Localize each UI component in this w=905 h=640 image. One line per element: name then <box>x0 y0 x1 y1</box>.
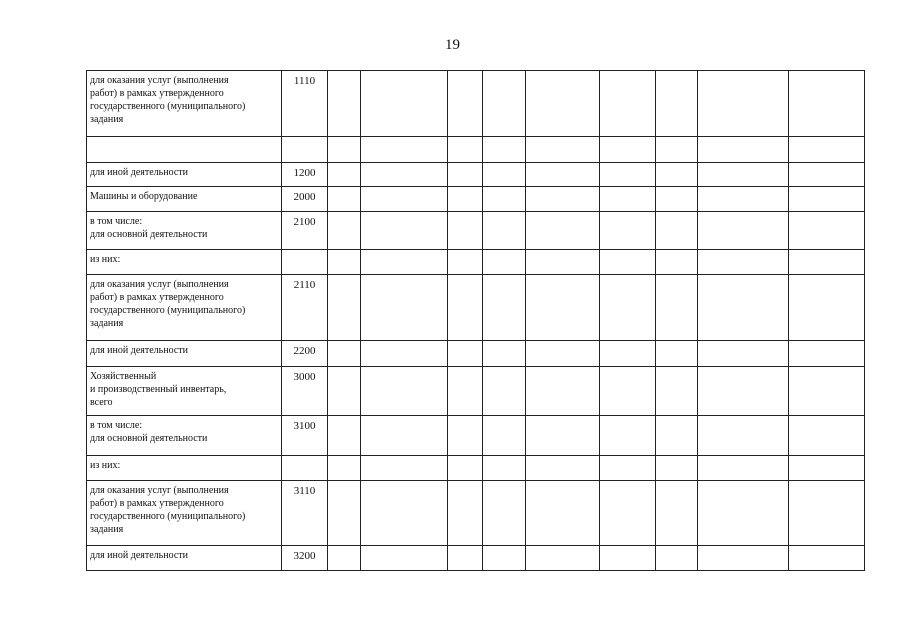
row-description: для оказания услуг (выполнения работ) в рамках утвержденного государственного (муниципального) задания <box>87 71 282 137</box>
table-cell <box>526 137 600 163</box>
table-cell <box>526 481 600 546</box>
table-cell <box>483 137 526 163</box>
table-cell <box>448 250 483 275</box>
row-description: Машины и оборудование <box>87 187 282 212</box>
table-cell <box>656 212 698 250</box>
table-cell <box>656 367 698 416</box>
row-code: 3100 <box>282 416 328 456</box>
table-cell <box>448 212 483 250</box>
table-cell <box>448 481 483 546</box>
table-cell <box>361 481 448 546</box>
table-cell <box>448 341 483 367</box>
table-cell <box>698 341 789 367</box>
row-description: для оказания услуг (выполнения работ) в рамках утвержденного государственного (муниципального) задания <box>87 275 282 341</box>
table-cell <box>526 187 600 212</box>
table-cell <box>698 137 789 163</box>
table-cell <box>361 163 448 187</box>
table-cell <box>448 137 483 163</box>
table-cell <box>600 275 656 341</box>
row-code: 2200 <box>282 341 328 367</box>
row-code: 2000 <box>282 187 328 212</box>
table-cell <box>789 456 865 481</box>
table-cell <box>600 137 656 163</box>
table-row <box>87 187 865 212</box>
table-cell <box>361 137 448 163</box>
table-cell <box>526 275 600 341</box>
row-description: для иной деятельности <box>87 546 282 571</box>
table-cell <box>448 187 483 212</box>
table-cell <box>789 250 865 275</box>
table-cell <box>698 250 789 275</box>
row-code <box>282 250 328 275</box>
table-cell <box>789 481 865 546</box>
row-description: для оказания услуг (выполнения работ) в рамках утвержденного государственного (муниципального) задания <box>87 481 282 546</box>
table-row <box>87 481 865 546</box>
table-cell <box>600 367 656 416</box>
table-cell <box>361 71 448 137</box>
table-cell <box>698 212 789 250</box>
table-cell <box>526 367 600 416</box>
row-description: для иной деятельности <box>87 341 282 367</box>
table-cell <box>600 250 656 275</box>
table-cell <box>656 187 698 212</box>
table-cell <box>483 212 526 250</box>
table-cell <box>526 212 600 250</box>
table-cell <box>698 416 789 456</box>
table-cell <box>656 275 698 341</box>
table-cell <box>600 481 656 546</box>
table-cell <box>698 481 789 546</box>
table-row <box>87 250 865 275</box>
table-cell <box>483 163 526 187</box>
table-cell <box>361 456 448 481</box>
table-row <box>87 367 865 416</box>
table-cell <box>328 212 361 250</box>
table-cell <box>328 367 361 416</box>
table-cell <box>526 250 600 275</box>
table-cell <box>448 546 483 571</box>
table-cell <box>448 416 483 456</box>
table-cell <box>526 341 600 367</box>
row-code: 2110 <box>282 275 328 341</box>
row-code <box>282 456 328 481</box>
table-cell <box>448 367 483 416</box>
table-cell <box>328 546 361 571</box>
table-row <box>87 416 865 456</box>
table-cell <box>448 275 483 341</box>
table-cell <box>361 250 448 275</box>
table-cell <box>483 367 526 416</box>
table-cell <box>600 456 656 481</box>
table-cell <box>526 416 600 456</box>
table-cell <box>698 163 789 187</box>
table-cell <box>361 416 448 456</box>
row-code: 3000 <box>282 367 328 416</box>
table-cell <box>698 456 789 481</box>
row-code: 3200 <box>282 546 328 571</box>
table-cell <box>698 367 789 416</box>
table-cell <box>789 546 865 571</box>
table-cell <box>328 416 361 456</box>
report-table <box>86 70 865 571</box>
table-cell <box>656 163 698 187</box>
table-cell <box>448 163 483 187</box>
table-cell <box>789 341 865 367</box>
row-description: в том числе: для основной деятельности <box>87 212 282 250</box>
page-number: 19 <box>445 37 460 53</box>
table-cell <box>656 250 698 275</box>
table-cell <box>526 71 600 137</box>
table-cell <box>328 275 361 341</box>
table-cell <box>698 546 789 571</box>
table-cell <box>789 137 865 163</box>
table-row <box>87 275 865 341</box>
table-cell <box>483 341 526 367</box>
row-code <box>282 137 328 163</box>
table-cell <box>328 163 361 187</box>
table-cell <box>656 546 698 571</box>
table-cell <box>789 187 865 212</box>
table-cell <box>656 416 698 456</box>
row-code: 2100 <box>282 212 328 250</box>
table-row <box>87 341 865 367</box>
table-cell <box>600 163 656 187</box>
table-cell <box>526 456 600 481</box>
table-cell <box>789 212 865 250</box>
table-cell <box>789 367 865 416</box>
table-cell <box>789 163 865 187</box>
table-cell <box>483 456 526 481</box>
table-row <box>87 163 865 187</box>
table-cell <box>600 212 656 250</box>
table-cell <box>328 250 361 275</box>
table-cell <box>448 456 483 481</box>
table-cell <box>483 250 526 275</box>
table-cell <box>361 546 448 571</box>
table-cell <box>526 163 600 187</box>
table-row <box>87 71 865 137</box>
table-cell <box>483 275 526 341</box>
row-code: 1200 <box>282 163 328 187</box>
table-cell <box>698 187 789 212</box>
row-code: 1110 <box>282 71 328 137</box>
table-cell <box>656 456 698 481</box>
table-cell <box>600 416 656 456</box>
table-cell <box>361 212 448 250</box>
table-row <box>87 212 865 250</box>
table-cell <box>600 187 656 212</box>
table-cell <box>361 275 448 341</box>
row-description: Хозяйственный и производственный инвентарь, всего <box>87 367 282 416</box>
table-cell <box>328 481 361 546</box>
table-cell <box>789 275 865 341</box>
table-cell <box>448 71 483 137</box>
table-cell <box>328 456 361 481</box>
table-cell <box>483 546 526 571</box>
table-cell <box>483 481 526 546</box>
table-cell <box>483 71 526 137</box>
table-cell <box>656 71 698 137</box>
table-cell <box>328 71 361 137</box>
row-description: из них: <box>87 250 282 275</box>
table-cell <box>328 341 361 367</box>
table-cell <box>789 71 865 137</box>
table-cell <box>600 71 656 137</box>
table-cell <box>656 481 698 546</box>
row-description: в том числе: для основной деятельности <box>87 416 282 456</box>
table-cell <box>698 71 789 137</box>
table-cell <box>361 367 448 416</box>
row-description: из них: <box>87 456 282 481</box>
table-cell <box>656 341 698 367</box>
table-cell <box>328 187 361 212</box>
table-cell <box>483 187 526 212</box>
row-code: 3110 <box>282 481 328 546</box>
table-cell <box>789 416 865 456</box>
table-row <box>87 137 865 163</box>
table-cell <box>656 137 698 163</box>
row-description <box>87 137 282 163</box>
table-row <box>87 546 865 571</box>
table-cell <box>328 137 361 163</box>
table-cell <box>361 187 448 212</box>
table-cell <box>698 275 789 341</box>
row-description: для иной деятельности <box>87 163 282 187</box>
table-cell <box>361 341 448 367</box>
table-cell <box>526 546 600 571</box>
table-cell <box>483 416 526 456</box>
table-cell <box>600 341 656 367</box>
table-cell <box>600 546 656 571</box>
table-row <box>87 456 865 481</box>
